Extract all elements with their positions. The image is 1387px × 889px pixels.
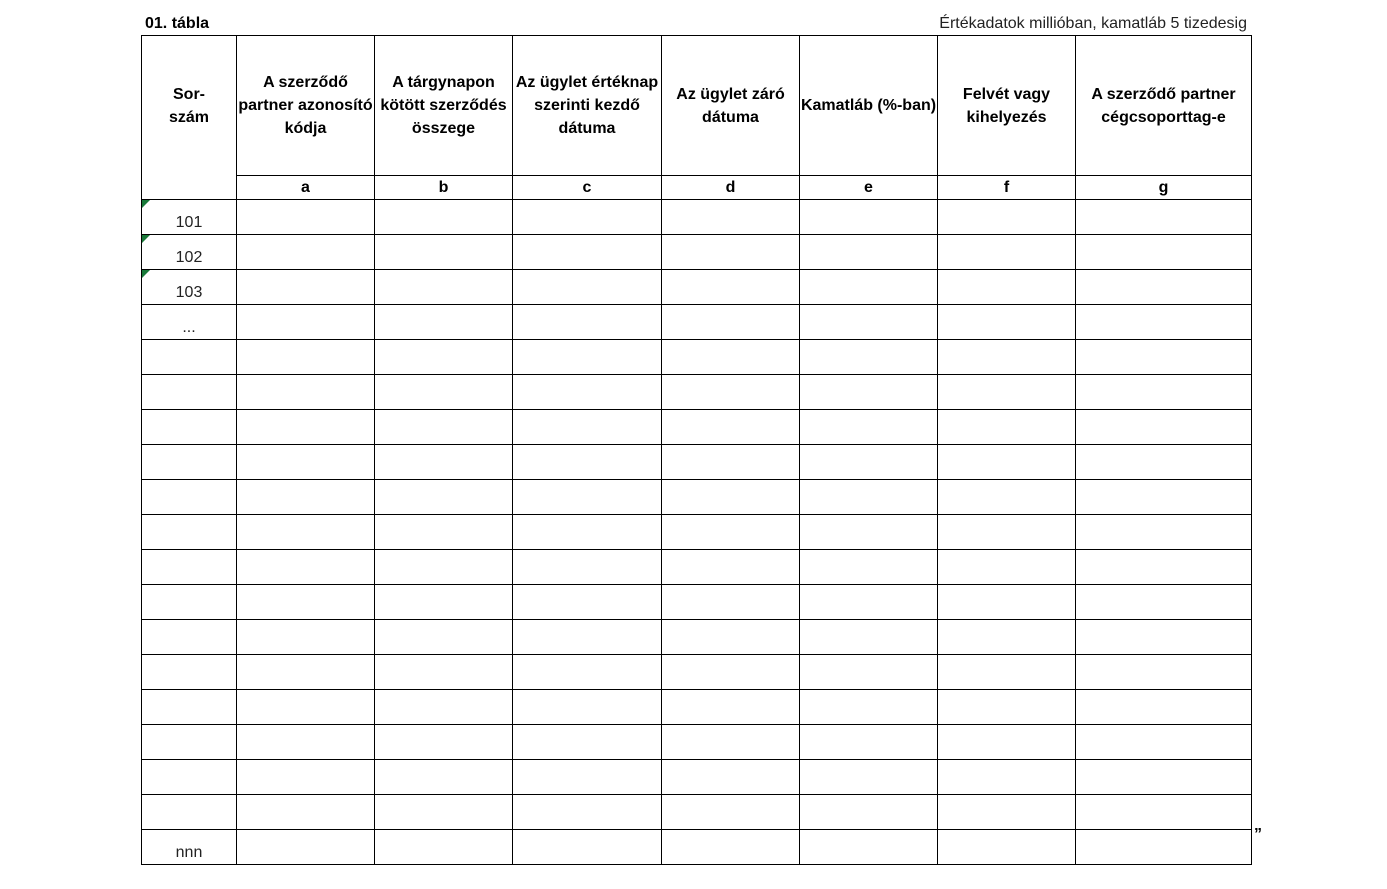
table-cell[interactable] (800, 445, 938, 480)
table-row (142, 445, 1252, 480)
table-cell[interactable] (513, 655, 662, 690)
row-number (142, 410, 237, 445)
table-cell[interactable] (938, 725, 1076, 760)
row-number (142, 480, 237, 515)
letter-blank (142, 176, 237, 200)
table-cell[interactable] (375, 830, 513, 865)
table-cell[interactable] (1076, 270, 1252, 305)
table-cell[interactable] (938, 410, 1076, 445)
table-cell[interactable] (375, 725, 513, 760)
letter-f: f (938, 176, 1076, 200)
table-cell[interactable] (938, 515, 1076, 550)
table-cell[interactable] (375, 200, 513, 235)
data-table (141, 35, 1252, 865)
table-row (142, 410, 1252, 445)
table-cell[interactable] (237, 760, 375, 795)
table-cell[interactable] (938, 655, 1076, 690)
table-cell[interactable] (375, 375, 513, 410)
table-cell[interactable] (938, 305, 1076, 340)
table-cell[interactable] (513, 270, 662, 305)
header-row (142, 36, 1252, 176)
table-cell[interactable] (800, 515, 938, 550)
table-cell[interactable] (662, 655, 800, 690)
table-cell[interactable] (800, 760, 938, 795)
letter-row (142, 176, 1252, 200)
table-cell[interactable] (1076, 620, 1252, 655)
row-number (142, 725, 237, 760)
table-cell[interactable] (800, 830, 938, 865)
header-start-date: Az ügylet értéknap szerinti kezdő dátuma (513, 36, 662, 176)
table-cell[interactable] (513, 200, 662, 235)
table-cell[interactable] (662, 480, 800, 515)
header-end-date: Az ügylet záró dátuma (662, 36, 800, 176)
table-note: Értékadatok millióban, kamatláb 5 tizedesig (939, 15, 1247, 32)
table-cell[interactable] (513, 620, 662, 655)
row-number (142, 340, 237, 375)
table-cell[interactable] (662, 445, 800, 480)
table-cell[interactable] (513, 725, 662, 760)
table-cell[interactable] (375, 690, 513, 725)
table-cell[interactable] (662, 375, 800, 410)
table-cell[interactable] (800, 620, 938, 655)
letter-g: g (1076, 176, 1252, 200)
table-cell[interactable] (513, 235, 662, 270)
table-cell[interactable] (375, 270, 513, 305)
table-row (142, 620, 1252, 655)
table-row (142, 480, 1252, 515)
table-cell[interactable] (938, 795, 1076, 830)
table-row (142, 375, 1252, 410)
table-cell[interactable] (513, 585, 662, 620)
table-cell[interactable] (938, 585, 1076, 620)
table-cell[interactable] (513, 340, 662, 375)
table-cell[interactable] (375, 655, 513, 690)
cell-marker-icon (142, 235, 150, 243)
table-cell[interactable] (237, 620, 375, 655)
table-cell[interactable] (375, 760, 513, 795)
table-cell[interactable] (513, 550, 662, 585)
header-sorszam: Sor- szám (142, 36, 237, 176)
table-cell[interactable] (513, 305, 662, 340)
table-cell[interactable] (938, 375, 1076, 410)
table-cell[interactable] (513, 480, 662, 515)
table-row (142, 585, 1252, 620)
table-cell[interactable] (938, 690, 1076, 725)
table-row (142, 270, 1252, 305)
table-cell[interactable] (237, 270, 375, 305)
table-cell[interactable] (375, 305, 513, 340)
table-cell[interactable] (1076, 725, 1252, 760)
table-cell[interactable] (662, 410, 800, 445)
table-cell[interactable] (800, 585, 938, 620)
header-partner-code: A szerződő partner azonosító kódja (237, 36, 375, 176)
header-borrow-or-deposit: Felvét vagy kihelyezés (938, 36, 1076, 176)
table-cell[interactable] (662, 200, 800, 235)
table-cell[interactable] (237, 480, 375, 515)
table-cell[interactable] (513, 410, 662, 445)
table-cell[interactable] (1076, 410, 1252, 445)
table-cell[interactable] (1076, 445, 1252, 480)
table-row (142, 760, 1252, 795)
closing-quote: ” (1254, 826, 1262, 843)
table-cell[interactable] (662, 585, 800, 620)
table-cell[interactable] (938, 235, 1076, 270)
table-cell[interactable] (938, 340, 1076, 375)
row-number (142, 655, 237, 690)
table-cell[interactable] (662, 690, 800, 725)
table-cell[interactable] (237, 795, 375, 830)
row-number (142, 585, 237, 620)
table-cell[interactable] (800, 410, 938, 445)
row-number (142, 550, 237, 585)
table-cell[interactable] (938, 480, 1076, 515)
table-cell[interactable] (513, 515, 662, 550)
table-cell[interactable] (237, 305, 375, 340)
table-row (142, 340, 1252, 375)
table-cell[interactable] (375, 515, 513, 550)
table-cell[interactable] (662, 725, 800, 760)
table-cell[interactable] (375, 550, 513, 585)
table-row (142, 550, 1252, 585)
table-cell[interactable] (1076, 375, 1252, 410)
table-cell[interactable] (800, 550, 938, 585)
table-cell[interactable] (237, 515, 375, 550)
table-row (142, 725, 1252, 760)
table-cell[interactable] (237, 410, 375, 445)
row-number: 102 (142, 235, 237, 270)
table-cell[interactable] (800, 655, 938, 690)
table-cell[interactable] (800, 200, 938, 235)
table-cell[interactable] (237, 340, 375, 375)
table-cell[interactable] (237, 690, 375, 725)
letter-e: e (800, 176, 938, 200)
table-cell[interactable] (237, 235, 375, 270)
table-row (142, 305, 1252, 340)
row-number (142, 760, 237, 795)
header-interest-rate: Kamatláb (%-ban) (800, 36, 938, 176)
table-cell[interactable] (375, 620, 513, 655)
row-number: 103 (142, 270, 237, 305)
table-row (142, 830, 1252, 865)
table-cell[interactable] (662, 340, 800, 375)
table-cell[interactable] (800, 340, 938, 375)
table-cell[interactable] (513, 795, 662, 830)
row-number (142, 445, 237, 480)
table-cell[interactable] (375, 340, 513, 375)
table-cell[interactable] (1076, 200, 1252, 235)
cell-marker-icon (142, 200, 150, 208)
table-cell[interactable] (662, 830, 800, 865)
table-cell[interactable] (1076, 515, 1252, 550)
cell-marker-icon (142, 270, 150, 278)
table-cell[interactable] (1076, 760, 1252, 795)
table-cell[interactable] (237, 200, 375, 235)
table-title: 01. tábla (145, 15, 210, 32)
table-row (142, 235, 1252, 270)
table-cell[interactable] (375, 480, 513, 515)
row-number: nnn (142, 830, 237, 865)
table-cell[interactable] (662, 305, 800, 340)
letter-d: d (662, 176, 800, 200)
table-cell[interactable] (938, 200, 1076, 235)
table-cell[interactable] (237, 445, 375, 480)
letter-b: b (375, 176, 513, 200)
table-cell[interactable] (800, 305, 938, 340)
row-number (142, 690, 237, 725)
table-cell[interactable] (375, 445, 513, 480)
table-row (142, 690, 1252, 725)
table-cell[interactable] (662, 270, 800, 305)
table-cell[interactable] (237, 585, 375, 620)
row-number: 101 (142, 200, 237, 235)
table-cell[interactable] (1076, 795, 1252, 830)
table-cell[interactable] (375, 235, 513, 270)
table-cell[interactable] (662, 795, 800, 830)
table-cell[interactable] (1076, 690, 1252, 725)
table-cell[interactable] (800, 375, 938, 410)
table-cell[interactable] (513, 445, 662, 480)
table-cell[interactable] (800, 270, 938, 305)
table-cell[interactable] (800, 690, 938, 725)
header-contract-amount: A tárgynapon kötött szerződés összege (375, 36, 513, 176)
table-cell[interactable] (1076, 830, 1252, 865)
table-cell[interactable] (375, 410, 513, 445)
table-cell[interactable] (1076, 655, 1252, 690)
table-cell[interactable] (662, 235, 800, 270)
table-cell[interactable] (800, 725, 938, 760)
table-cell[interactable] (1076, 340, 1252, 375)
table-cell[interactable] (938, 445, 1076, 480)
row-number (142, 375, 237, 410)
table-cell[interactable] (662, 620, 800, 655)
table-cell[interactable] (800, 235, 938, 270)
table-cell[interactable] (1076, 550, 1252, 585)
table-cell[interactable] (938, 620, 1076, 655)
table-cell[interactable] (938, 830, 1076, 865)
header-group-member: A szerződő partner cégcsoporttag-e (1076, 36, 1252, 176)
table-cell[interactable] (1076, 235, 1252, 270)
table-cell[interactable] (375, 585, 513, 620)
table-cell[interactable] (375, 795, 513, 830)
table-cell[interactable] (1076, 305, 1252, 340)
table-row (142, 655, 1252, 690)
letter-c: c (513, 176, 662, 200)
table-cell[interactable] (800, 480, 938, 515)
table-cell[interactable] (938, 550, 1076, 585)
table-cell[interactable] (237, 830, 375, 865)
table-cell[interactable] (513, 760, 662, 795)
table-cell[interactable] (1076, 585, 1252, 620)
row-number (142, 515, 237, 550)
table-cell[interactable] (513, 690, 662, 725)
table-body (142, 200, 1252, 865)
table-cell[interactable] (1076, 480, 1252, 515)
row-number (142, 620, 237, 655)
table-cell[interactable] (513, 375, 662, 410)
table-cell[interactable] (662, 515, 800, 550)
letter-a: a (237, 176, 375, 200)
table-row (142, 515, 1252, 550)
table-row (142, 200, 1252, 235)
row-number: ... (142, 305, 237, 340)
table-cell[interactable] (237, 375, 375, 410)
table-cell[interactable] (662, 550, 800, 585)
table-cell[interactable] (237, 550, 375, 585)
table-cell[interactable] (938, 270, 1076, 305)
table-cell[interactable] (237, 725, 375, 760)
table-cell[interactable] (938, 760, 1076, 795)
table-cell[interactable] (237, 655, 375, 690)
table-cell[interactable] (662, 760, 800, 795)
row-number (142, 795, 237, 830)
table-row (142, 795, 1252, 830)
table-cell[interactable] (513, 830, 662, 865)
table-cell[interactable] (800, 795, 938, 830)
